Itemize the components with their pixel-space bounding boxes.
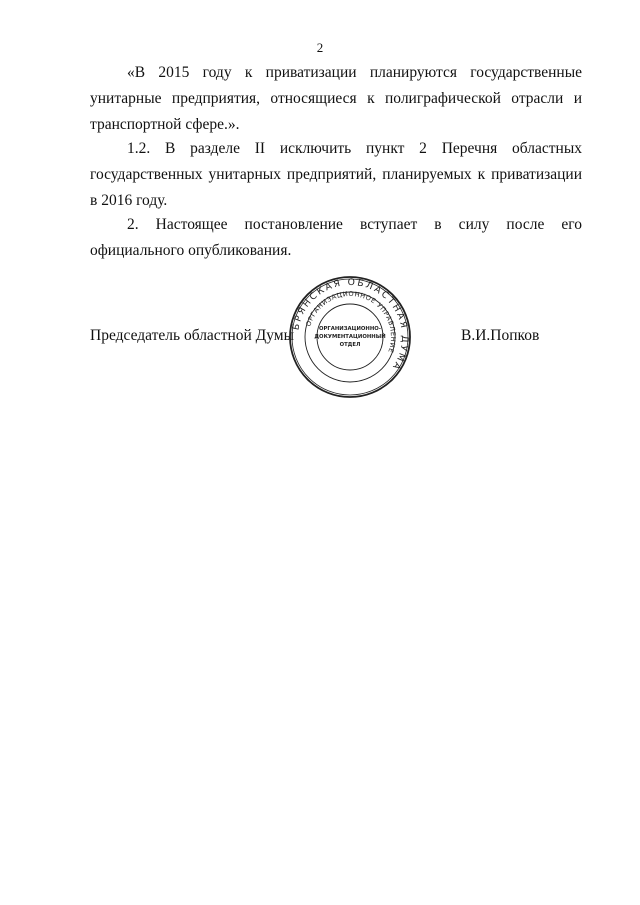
seal-inner-text: ОРГАНИЗАЦИОННОЕ УПРАВЛЕНИЕ <box>304 289 398 355</box>
page-number: 2 <box>316 40 324 55</box>
body-paragraph-2: 1.2. В разделе II исключить пункт 2 Перечня областных государственных унитарных предприятий, планируемых к приватизации в 2016 году. <box>90 140 582 209</box>
official-seal <box>288 275 412 399</box>
signatory-title: Председатель областной Думы <box>90 327 295 344</box>
seal-outer-text: БРЯНСКАЯ ОБЛАСТНАЯ ДУМА <box>290 276 411 373</box>
seal-center-line-3: ОТДЕЛ <box>339 342 361 348</box>
seal-center-line-1: ОРГАНИЗАЦИОННО- <box>318 326 382 332</box>
body-paragraph-3: 2. Настоящее постановление вступает в силу после его официального опубликования. <box>90 216 582 259</box>
body-paragraph-1: «В 2015 году к приватизации планируются государственные унитарные предприятия, относящиеся к полиграфической отрасли и транспортной сфере.». <box>90 64 582 133</box>
signatory-name: В.И.Попков <box>461 327 540 344</box>
seal-center-line-2: ДОКУМЕНТАЦИОННЫЙ <box>314 334 386 340</box>
